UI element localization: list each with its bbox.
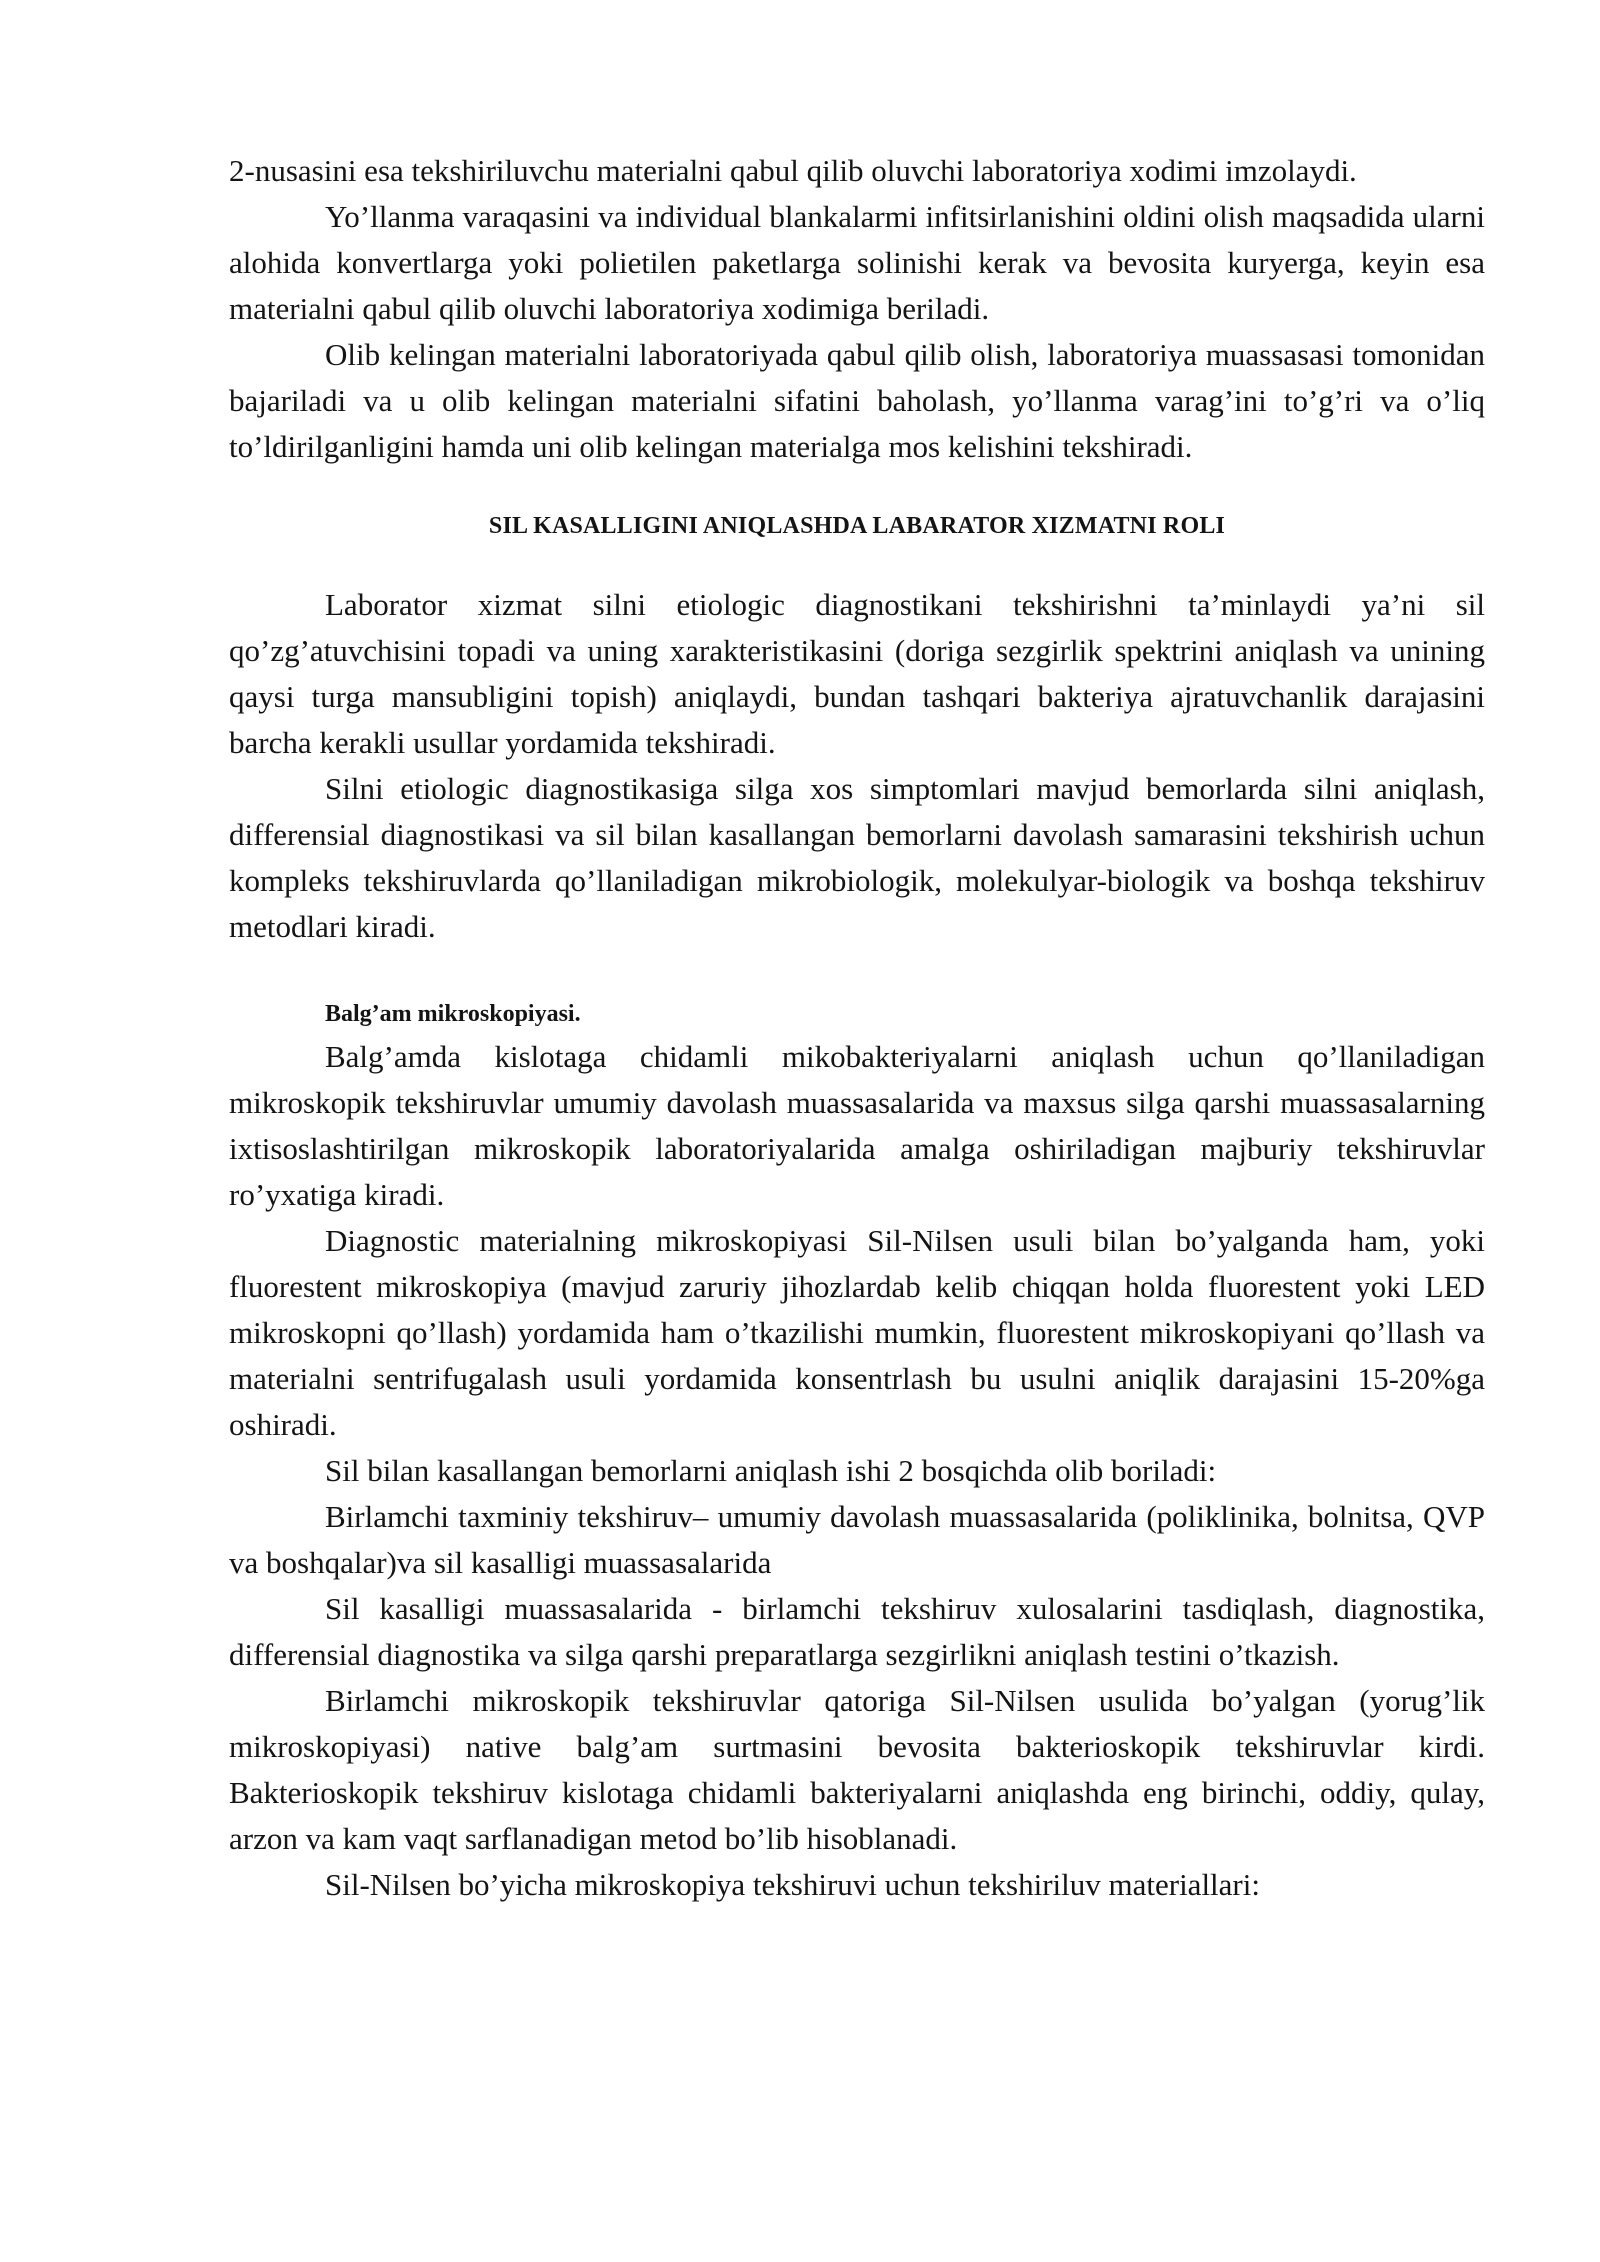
paragraph-balgamda: Balg’amda kislotaga chidamli mikobakteriyalarni aniqlash uchun qo’llaniladigan mikroskopik tekshiruvlar umumiy davolash muassasalarida va maxsus silga qarshi muassasalarning ixtisoslashtirilgan mikroskopik laboratoriyalarida amalga oshiriladigan majburiy tekshiruvlar ro’yxatiga kiradi.	[229, 1039, 1485, 1212]
paragraph-olib-kelingan: Olib kelingan materialni laboratoriyada qabul qilib olish, laboratoriya muassasasi tomonidan bajariladi va u olib kelingan materialni sifatini baholash, yo’llanma varag’ini to’g’ri va o’liq to’ldirilganligini hamda uni olib kelingan materialga mos kelishini tekshiradi.	[229, 337, 1485, 464]
subheading: Balg’am mikroskopiyasi.	[325, 1001, 581, 1027]
document-body	[229, 148, 1485, 1908]
paragraph-diagnostic-material: Diagnostic materialning mikroskopiyasi Sil-Nilsen usuli bilan bo’yalganda ham, yoki fluorestent mikroskopiya (mavjud zaruriy jihozlardab kelib chiqqan holda fluorestent yoki LED mikroskopni qo’llash) yordamida ham o’tkazilishi mumkin, fluorestent mikroskopiyani qo’llash va materialni sentrifugalash usuli yordamida konsentrlash bu usulni aniqlik darajasini 15-20%ga oshiradi.	[229, 1223, 1485, 1442]
paragraph-etiologic-diagnostika: Silni etiologic diagnostikasiga silga xos simptomlari mavjud bemorlarda silni aniqlash, differensial diagnostikasi va sil bilan kasallangan bemorlarni davolash samarasini tekshirish uchun kompleks tekshiruvlarda qo’llaniladigan mikrobiologik, molekulyar-biologik va boshqa tekshiruv metodlari kiradi.	[229, 771, 1485, 944]
paragraph-sil-muassasalari: Sil kasalligi muassasalarida - birlamchi tekshiruv xulosalarini tasdiqlash, diagnostika, differensial diagnostika va silga qarshi preparatlarga sezgirlikni aniqlash testini o’tkazish.	[229, 1591, 1485, 1672]
paragraph-ikki-bosqich: Sil bilan kasallangan bemorlarni aniqlash ishi 2 bosqichda olib boriladi:	[325, 1453, 1217, 1488]
paragraph-birlamchi-taxminiy: Birlamchi taxminiy tekshiruv– umumiy davolash muassasalarida (poliklinika, bolnitsa, QVP va boshqalar)va sil kasalligi muassasalarida	[229, 1499, 1485, 1580]
paragraph-sil-nilsen-materiallar: Sil-Nilsen bo’yicha mikroskopiya tekshiruvi uchun tekshiriluv materiallari:	[325, 1867, 1260, 1902]
paragraph-birlamchi-mikroskopik: Birlamchi mikroskopik tekshiruvlar qatoriga Sil-Nilsen usulida bo’yalgan (yorug’lik mikroskopiyasi) native balg’am surtmasini bevosita bakterioskopik tekshiruvlar kirdi. Bakterioskopik tekshiruv kislotaga chidamli bakteriyalarni aniqlashda eng birinchi, oddiy, qulay, arzon va kam vaqt sarflanadigan metod bo’lib hisoblanadi.	[229, 1683, 1485, 1856]
section-heading: SIL KASALLIGINI ANIQLASHDA LABARATOR XIZMATNI ROLI	[488, 513, 1226, 539]
paragraph-yollanma: Yo’llanma varaqasini va individual blankalarmi infitsirlanishini oldini olish maqsadida ularni alohida konvertlarga yoki polietilen paketlarga solinishi kerak va bevosita kuryerga, keyin esa materialni qabul qilib oluvchi laboratoriya xodimiga beriladi.	[229, 199, 1485, 326]
paragraph-laborator-xizmat: Laborator xizmat silni etiologic diagnostikani tekshirishni ta’minlaydi ya’ni sil qo’zg’atuvchisini topadi va uning xarakteristikasini (doriga sezgirlik spektrini aniqlash va unining qaysi turga mansubligini topish) aniqlaydi, bundan tashqari bakteriya ajratuvchanlik darajasini barcha kerakli usullar yordamida tekshiradi.	[229, 587, 1485, 760]
paragraph-continuation: 2-nusasini esa tekshiriluvchu materialni qabul qilib oluvchi laboratoriya xodimi imzolaydi.	[229, 153, 1357, 188]
